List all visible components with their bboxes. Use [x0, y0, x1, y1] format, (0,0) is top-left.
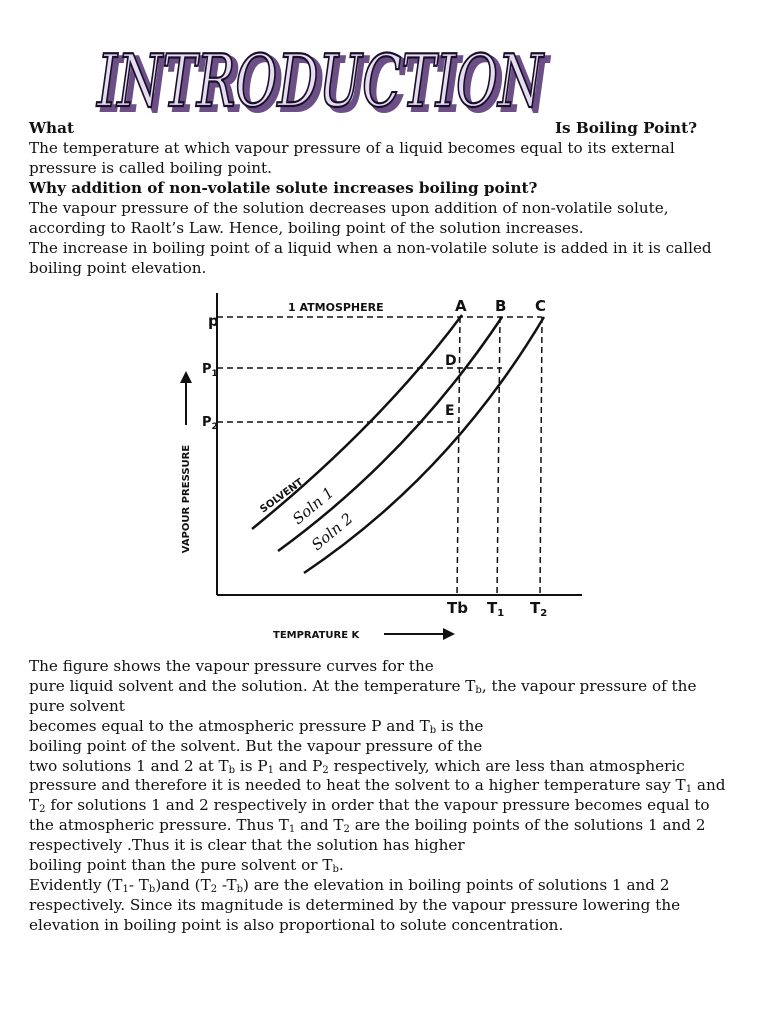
answer-line: The vapour pressure of the solution decreases upon addition of non-volatile solute,	[29, 199, 669, 217]
answer-line: according to Raolt’s Law. Hence, boiling point of the solution increases.	[29, 219, 584, 237]
text-line: boiling point of the solvent. But the vapour pressure of the	[29, 736, 483, 755]
p1-label: $P_1$	[202, 362, 218, 379]
diagram-svg	[160, 285, 600, 655]
text-line: the atmospheric pressure. Thus $T_1$ and $T_2$ are the boiling points of the solutions 1 and 2	[29, 816, 706, 836]
point-d-label: D	[445, 353, 457, 369]
question-why-addition: Why addition of non-volatile solute increases boiling point?	[29, 179, 538, 197]
title-shadow: INTRODUCTION	[100, 43, 551, 124]
text-line: boiling point than the pure solvent or $T_b$.	[29, 856, 344, 876]
y-axis-label: VAPOUR PRESSURE	[181, 444, 192, 554]
question-part-2: Is Boiling Point?	[554, 119, 697, 137]
t2-label: $T_2$	[530, 599, 548, 619]
text-line: pure liquid solvent and the solution. At the temperature $T_b$, the vapour pressure of the	[29, 676, 697, 696]
point-c-label: C	[535, 297, 547, 315]
solution-1-label: Soln 1	[289, 483, 338, 529]
tb-line	[457, 317, 460, 597]
text-line: pressure and therefore it is needed to heat the solvent to a higher temperature say $T_1$ and	[29, 776, 726, 796]
point-b-label: B	[495, 297, 507, 315]
text-line: elevation in boiling point is also proportional to solute concentration.	[29, 915, 564, 934]
text-line: respectively. Since its magnitude is determined by the vapour pressure lowering the	[29, 895, 681, 914]
t1-line	[497, 317, 500, 597]
text-line: $T_2$ for solutions 1 and 2 respectively in order that the vapour pressure becomes equal to	[29, 796, 710, 816]
question-what-is-boiling-point	[29, 118, 697, 138]
question-part-1: What	[29, 119, 74, 137]
text-line: becomes equal to the atmospheric pressure P and $T_b$ is the	[29, 716, 484, 736]
solution-2-label: Soln 2	[308, 509, 357, 555]
tb-label: Tb	[447, 599, 468, 617]
answer-line: The temperature at which vapour pressure of a liquid becomes equal to its external	[29, 139, 675, 157]
t1-label: $T_1$	[487, 599, 505, 619]
point-e-label: E	[445, 403, 455, 419]
text-line: Evidently ($T_1-$ $T_b)and$ ($T_2$ $-T_b$) are the elevation in boiling points of solutions 1 and 2	[29, 875, 670, 895]
intro-section	[29, 118, 729, 278]
answer-line: boiling point elevation.	[29, 259, 207, 277]
right-arrow-icon	[443, 628, 455, 640]
page-title	[88, 28, 558, 124]
explanation-section	[29, 657, 729, 936]
text-line: two solutions 1 and 2 at $T_b$ is $P_1$ and $P_2$ respectively, which are less than atmospheric	[29, 756, 685, 776]
title-wordart	[88, 28, 558, 124]
point-a-label: A	[455, 297, 467, 315]
text-line: respectively .Thus it is clear that the solution has higher	[29, 836, 465, 855]
up-arrow-icon	[180, 371, 192, 383]
answer-line: The increase in boiling point of a liquid when a non-volatile solute is added in it is called	[29, 239, 712, 257]
solvent-label: SOLVENT	[258, 476, 306, 516]
answer-line: pressure is called boiling point.	[29, 159, 272, 177]
p-label: p	[208, 312, 219, 330]
text-line: The figure shows the vapour pressure curves for the	[29, 657, 434, 675]
t2-line	[540, 317, 542, 597]
x-axis-label: TEMPRATURE K	[273, 630, 360, 641]
vapour-pressure-diagram	[160, 285, 600, 655]
p2-label: $P_2$	[202, 415, 218, 432]
title-text: INTRODUCTION	[95, 39, 546, 123]
atmosphere-label: 1 ATMOSPHERE	[288, 301, 384, 314]
text-line: pure solvent	[29, 696, 125, 715]
